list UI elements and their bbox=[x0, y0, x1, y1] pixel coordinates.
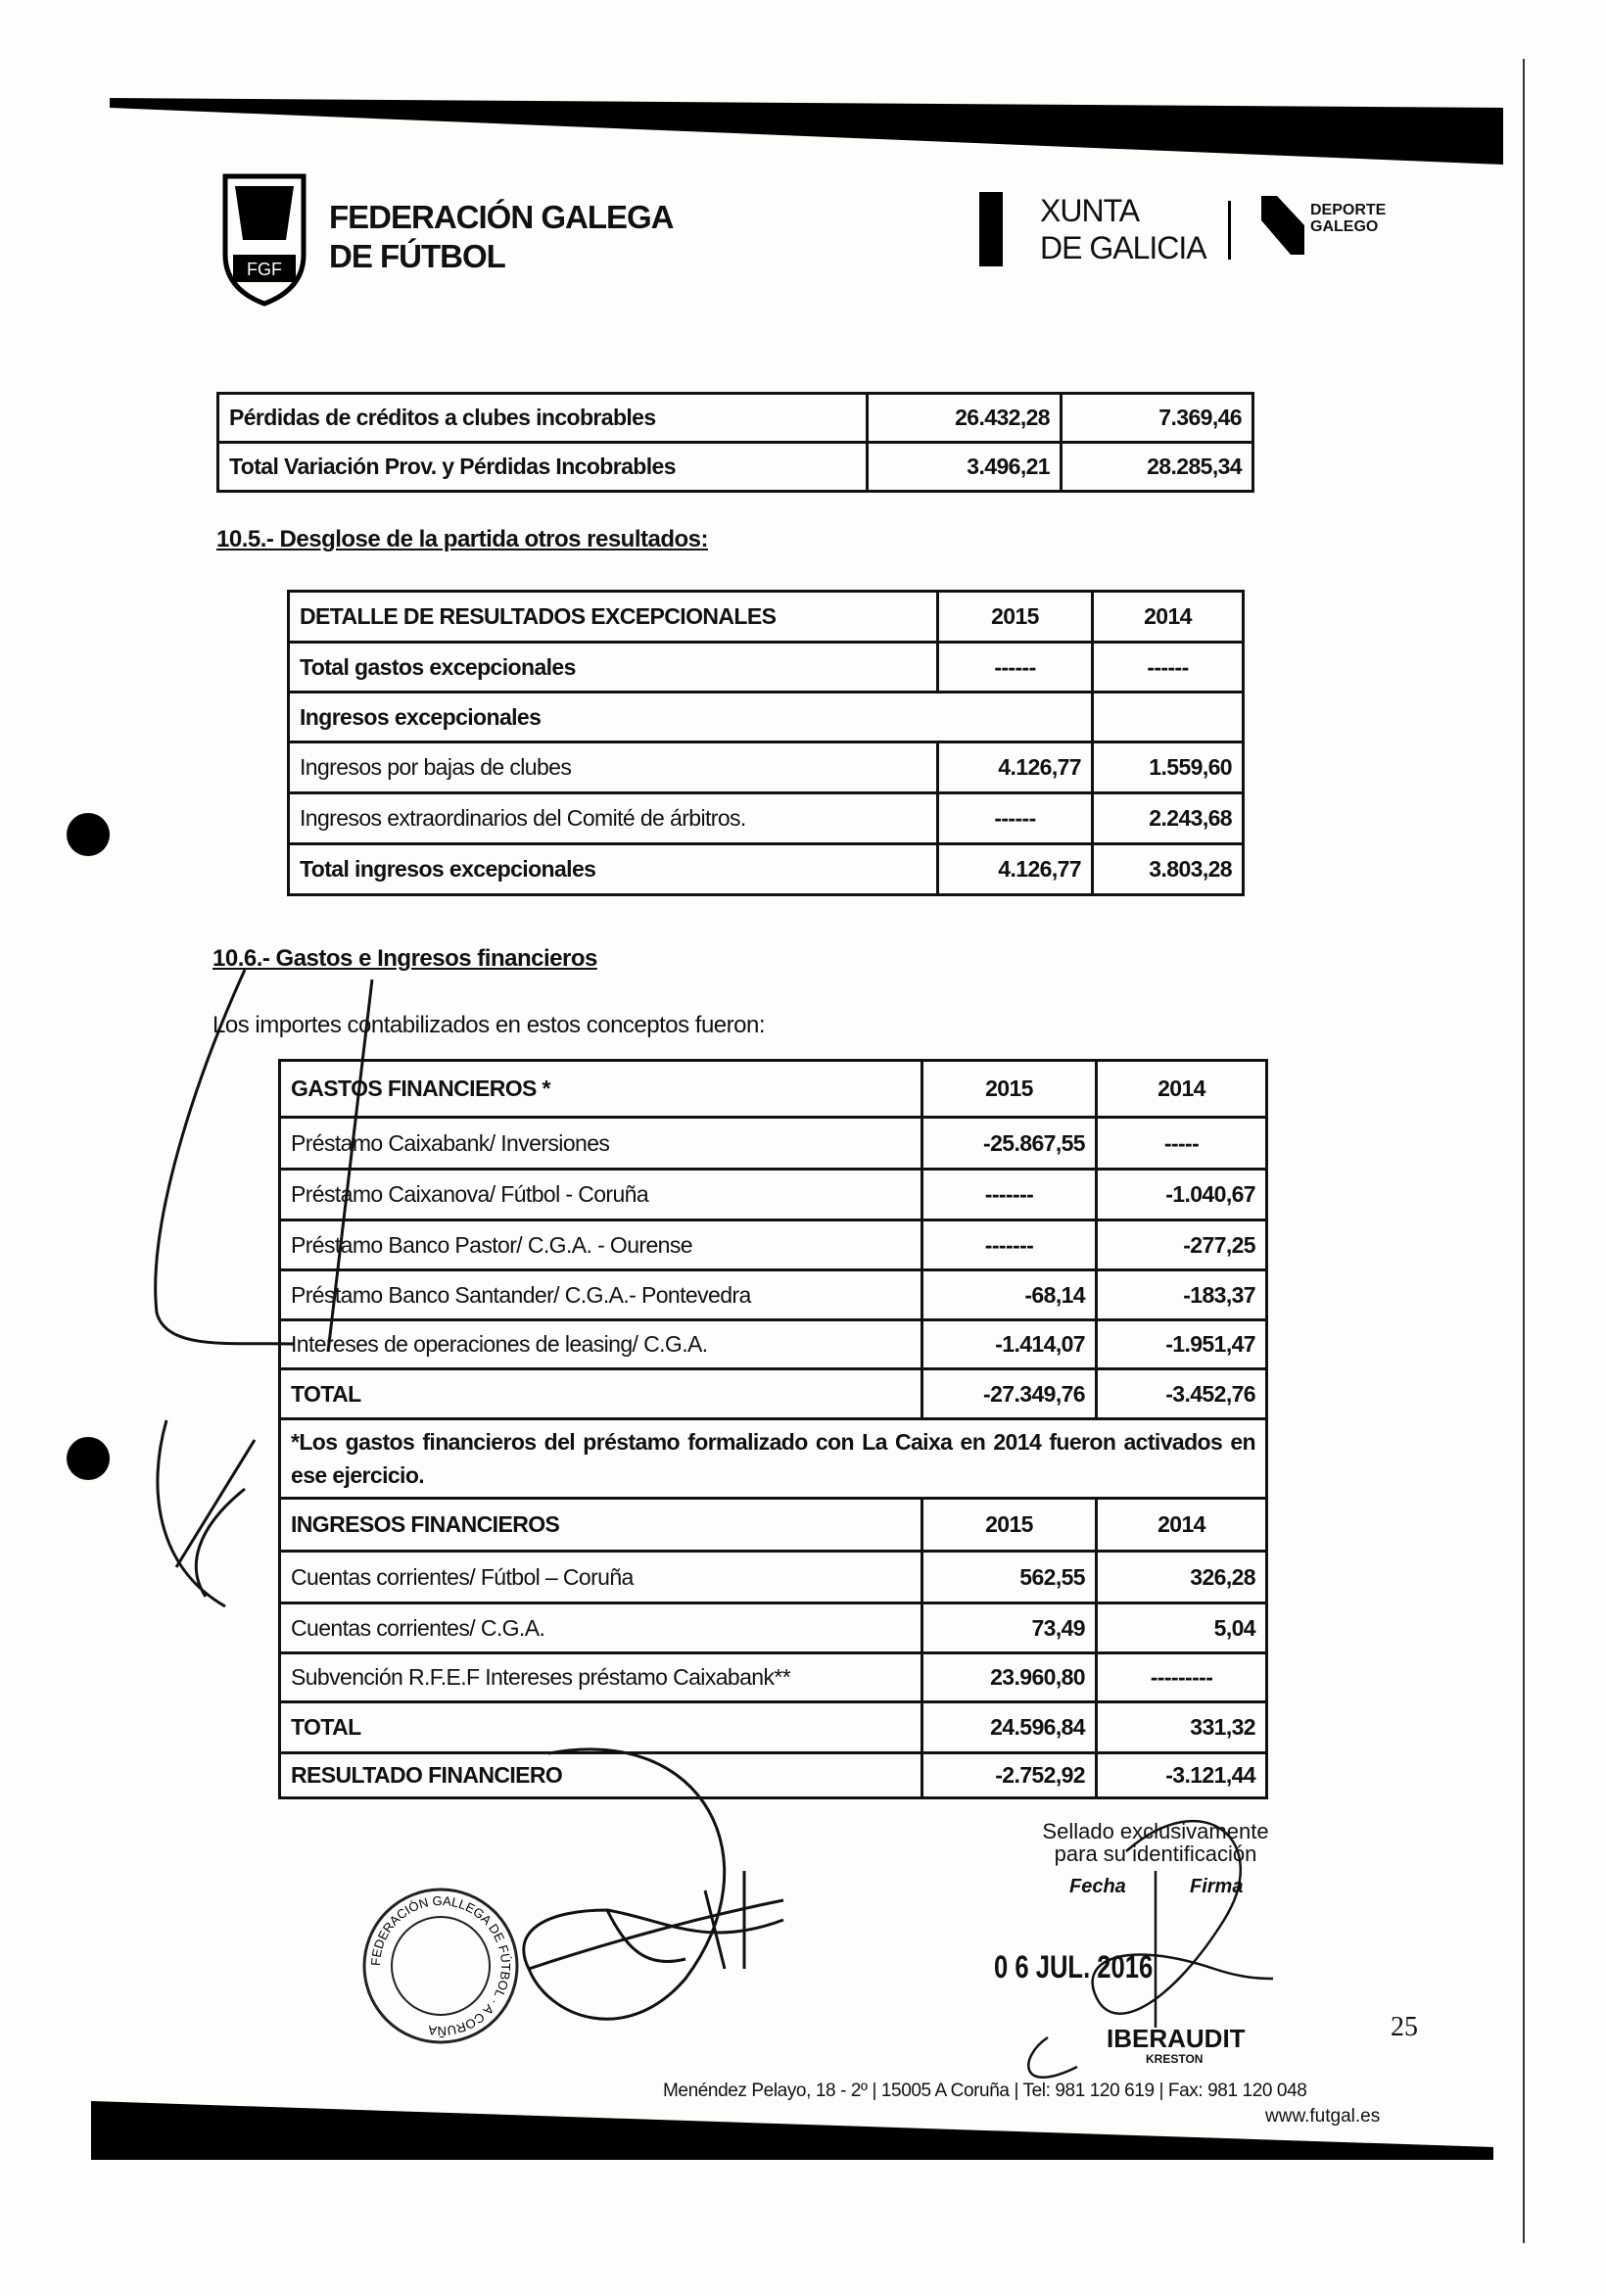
value-2014: -183,37 bbox=[1097, 1270, 1267, 1320]
table-header-row bbox=[280, 1061, 1267, 1118]
column-header-2015: 2015 bbox=[938, 592, 1093, 643]
value-2015: -2.752,92 bbox=[922, 1753, 1097, 1798]
column-header-2015: 2015 bbox=[922, 1061, 1097, 1118]
value-2015: 26.432,28 bbox=[868, 394, 1062, 443]
value-2014: ----- bbox=[1097, 1118, 1267, 1170]
value-2015: -68,14 bbox=[922, 1270, 1097, 1320]
table-note-row bbox=[280, 1419, 1267, 1499]
page-number: 25 bbox=[1391, 2012, 1418, 2042]
column-header-2014: 2014 bbox=[1097, 1061, 1267, 1118]
row-label: Cuentas corrientes/ C.G.A. bbox=[280, 1603, 922, 1653]
value-2015: 3.496,21 bbox=[868, 443, 1062, 492]
row-label: Intereses de operaciones de leasing/ C.G.A. bbox=[280, 1320, 922, 1369]
table-row bbox=[289, 742, 1244, 793]
auditor-sub: KRESTON bbox=[1146, 2052, 1204, 2066]
value-2015: 23.960,80 bbox=[922, 1653, 1097, 1702]
column-header-2014: 2014 bbox=[1093, 592, 1244, 643]
deporte-galego-icon bbox=[1261, 196, 1304, 255]
table-row bbox=[289, 693, 1244, 742]
column-header-2015: 2015 bbox=[922, 1499, 1097, 1552]
table-row bbox=[280, 1118, 1267, 1170]
table-total-row bbox=[280, 1702, 1267, 1753]
column-header-label: GASTOS FINANCIEROS * bbox=[280, 1061, 922, 1118]
auditor-logo: IBERAUDIT bbox=[1107, 2024, 1246, 2053]
column-header-label: DETALLE DE RESULTADOS EXCEPCIONALES bbox=[289, 592, 938, 643]
value-2015: 24.596,84 bbox=[922, 1702, 1097, 1753]
row-label: Ingresos extraordinarios del Comité de árbitros. bbox=[289, 793, 938, 844]
row-label: Total gastos excepcionales bbox=[289, 643, 938, 693]
stamp-line1: Sellado exclusivamente bbox=[1042, 1819, 1269, 1843]
table-row bbox=[289, 793, 1244, 844]
row-label: Total Variación Prov. y Pérdidas Incobrables bbox=[218, 443, 868, 492]
value-2015: 73,49 bbox=[922, 1603, 1097, 1653]
audit-stamp bbox=[1018, 1820, 1293, 1865]
intro-text: Los importes contabilizados en estos conceptos fueron: bbox=[213, 1012, 766, 1038]
table-row bbox=[280, 1220, 1267, 1270]
value-2014: 7.369,46 bbox=[1062, 394, 1253, 443]
value-2014: 28.285,34 bbox=[1062, 443, 1253, 492]
row-label: Ingresos por bajas de clubes bbox=[289, 742, 938, 793]
table-header-row bbox=[280, 1499, 1267, 1552]
table-row bbox=[280, 1320, 1267, 1369]
xunta-logo bbox=[1040, 192, 1206, 266]
footer-address: Menéndez Pelayo, 18 - 2º | 15005 A Coruña | Tel: 981 120 619 | Fax: 981 120 048 bbox=[663, 2081, 1307, 2101]
row-label: Cuentas corrientes/ Fútbol – Coruña bbox=[280, 1552, 922, 1603]
org-name-line2: DE FÚTBOL bbox=[329, 238, 505, 274]
value-2014: 5,04 bbox=[1097, 1603, 1267, 1653]
fgf-shield-icon bbox=[215, 162, 313, 309]
fgf-logo bbox=[215, 162, 313, 313]
row-label: Total ingresos excepcionales bbox=[289, 844, 938, 895]
value-2014: 331,32 bbox=[1097, 1702, 1267, 1753]
table-row bbox=[289, 643, 1244, 693]
value-2015: 562,55 bbox=[922, 1552, 1097, 1603]
value-2015: ------ bbox=[938, 643, 1093, 693]
federation-seal bbox=[360, 1886, 522, 2047]
value-2014: --------- bbox=[1097, 1653, 1267, 1702]
deporte-galego-logo bbox=[1310, 202, 1386, 235]
section-heading-10-6: 10.6.- Gastos e Ingresos financieros bbox=[213, 945, 597, 972]
svg-text:FGF: FGF bbox=[247, 260, 282, 279]
value-2015: -27.349,76 bbox=[922, 1369, 1097, 1419]
value-2014: ------ bbox=[1093, 643, 1244, 693]
table-result-row bbox=[280, 1753, 1267, 1798]
row-label: Ingresos excepcionales bbox=[289, 693, 1093, 742]
row-label: Préstamo Caixanova/ Fútbol - Coruña bbox=[280, 1170, 922, 1220]
row-label: RESULTADO FINANCIERO bbox=[280, 1753, 922, 1798]
value-2015: -25.867,55 bbox=[922, 1118, 1097, 1170]
stamp-fecha-label: Fecha bbox=[1069, 1876, 1126, 1897]
value-2014: -1.951,47 bbox=[1097, 1320, 1267, 1369]
xunta-line1: XUNTA bbox=[1040, 193, 1140, 228]
exceptional-results-table bbox=[287, 590, 1245, 896]
table-row bbox=[280, 1552, 1267, 1603]
row-label: Préstamo Caixabank/ Inversiones bbox=[280, 1118, 922, 1170]
value-2014: -277,25 bbox=[1097, 1220, 1267, 1270]
table-header-row bbox=[289, 592, 1244, 643]
org-name bbox=[329, 198, 674, 276]
table-row bbox=[218, 443, 1253, 492]
value-2015: 4.126,77 bbox=[938, 844, 1093, 895]
stamp-date: 0 6 JUL. 2016 bbox=[994, 1949, 1154, 1985]
row-label: Pérdidas de créditos a clubes incobrables bbox=[218, 394, 868, 443]
value-2015: ------- bbox=[922, 1220, 1097, 1270]
value-2014: -3.452,76 bbox=[1097, 1369, 1267, 1419]
table-total-row bbox=[280, 1369, 1267, 1419]
row-label: Préstamo Banco Pastor/ C.G.A. - Ourense bbox=[280, 1220, 922, 1270]
row-label: Subvención R.F.E.F Intereses préstamo Caixabank** bbox=[280, 1653, 922, 1702]
footnote: *Los gastos financieros del préstamo formalizado con La Caixa en 2014 fueron activados en ese ejercicio. bbox=[280, 1419, 1267, 1499]
xunta-emblem-icon bbox=[979, 192, 1003, 266]
org-name-line1: FEDERACIÓN GALEGA bbox=[329, 199, 674, 235]
value-2014: -1.040,67 bbox=[1097, 1170, 1267, 1220]
punch-hole bbox=[67, 813, 110, 856]
provisions-table bbox=[216, 392, 1254, 493]
row-label: TOTAL bbox=[280, 1369, 922, 1419]
stamp-line2: para su identificación bbox=[1054, 1842, 1257, 1866]
table-row bbox=[280, 1170, 1267, 1220]
xunta-line2: DE GALICIA bbox=[1040, 230, 1206, 265]
value-2014: -3.121,44 bbox=[1097, 1753, 1267, 1798]
table-row bbox=[280, 1270, 1267, 1320]
table-row bbox=[218, 394, 1253, 443]
value-2015: 4.126,77 bbox=[938, 742, 1093, 793]
deporte-line1: DEPORTE bbox=[1310, 202, 1387, 218]
row-label: TOTAL bbox=[280, 1702, 922, 1753]
row-label: Préstamo Banco Santander/ C.G.A.- Pontevedra bbox=[280, 1270, 922, 1320]
value-2014: 326,28 bbox=[1097, 1552, 1267, 1603]
table-row bbox=[280, 1653, 1267, 1702]
column-header-2014: 2014 bbox=[1097, 1499, 1267, 1552]
top-bar bbox=[110, 98, 1503, 165]
logo-divider bbox=[1228, 201, 1231, 260]
deporte-line2: GALEGO bbox=[1310, 218, 1379, 235]
value-2015: -1.414,07 bbox=[922, 1320, 1097, 1369]
value-2015: ------ bbox=[938, 793, 1093, 844]
table-row bbox=[289, 844, 1244, 895]
financial-table bbox=[278, 1059, 1268, 1799]
column-header-label: INGRESOS FINANCIEROS bbox=[280, 1499, 922, 1552]
value-2014: 3.803,28 bbox=[1093, 844, 1244, 895]
table-row bbox=[280, 1603, 1267, 1653]
section-heading-10-5: 10.5.- Desglose de la partida otros resultados: bbox=[216, 526, 708, 552]
svg-text:FEDERACIÓN GALLEGA DE FÚTBOL ·: FEDERACIÓN GALLEGA DE FÚTBOL · A CORUÑA bbox=[367, 1892, 514, 2039]
footer-website[interactable]: www.futgal.es bbox=[1265, 2106, 1381, 2127]
punch-hole bbox=[67, 1437, 110, 1480]
value-2015: ------- bbox=[922, 1170, 1097, 1220]
stamp-firma-label: Firma bbox=[1190, 1876, 1244, 1897]
value-2014: 2.243,68 bbox=[1093, 793, 1244, 844]
value-2014: 1.559,60 bbox=[1093, 742, 1244, 793]
